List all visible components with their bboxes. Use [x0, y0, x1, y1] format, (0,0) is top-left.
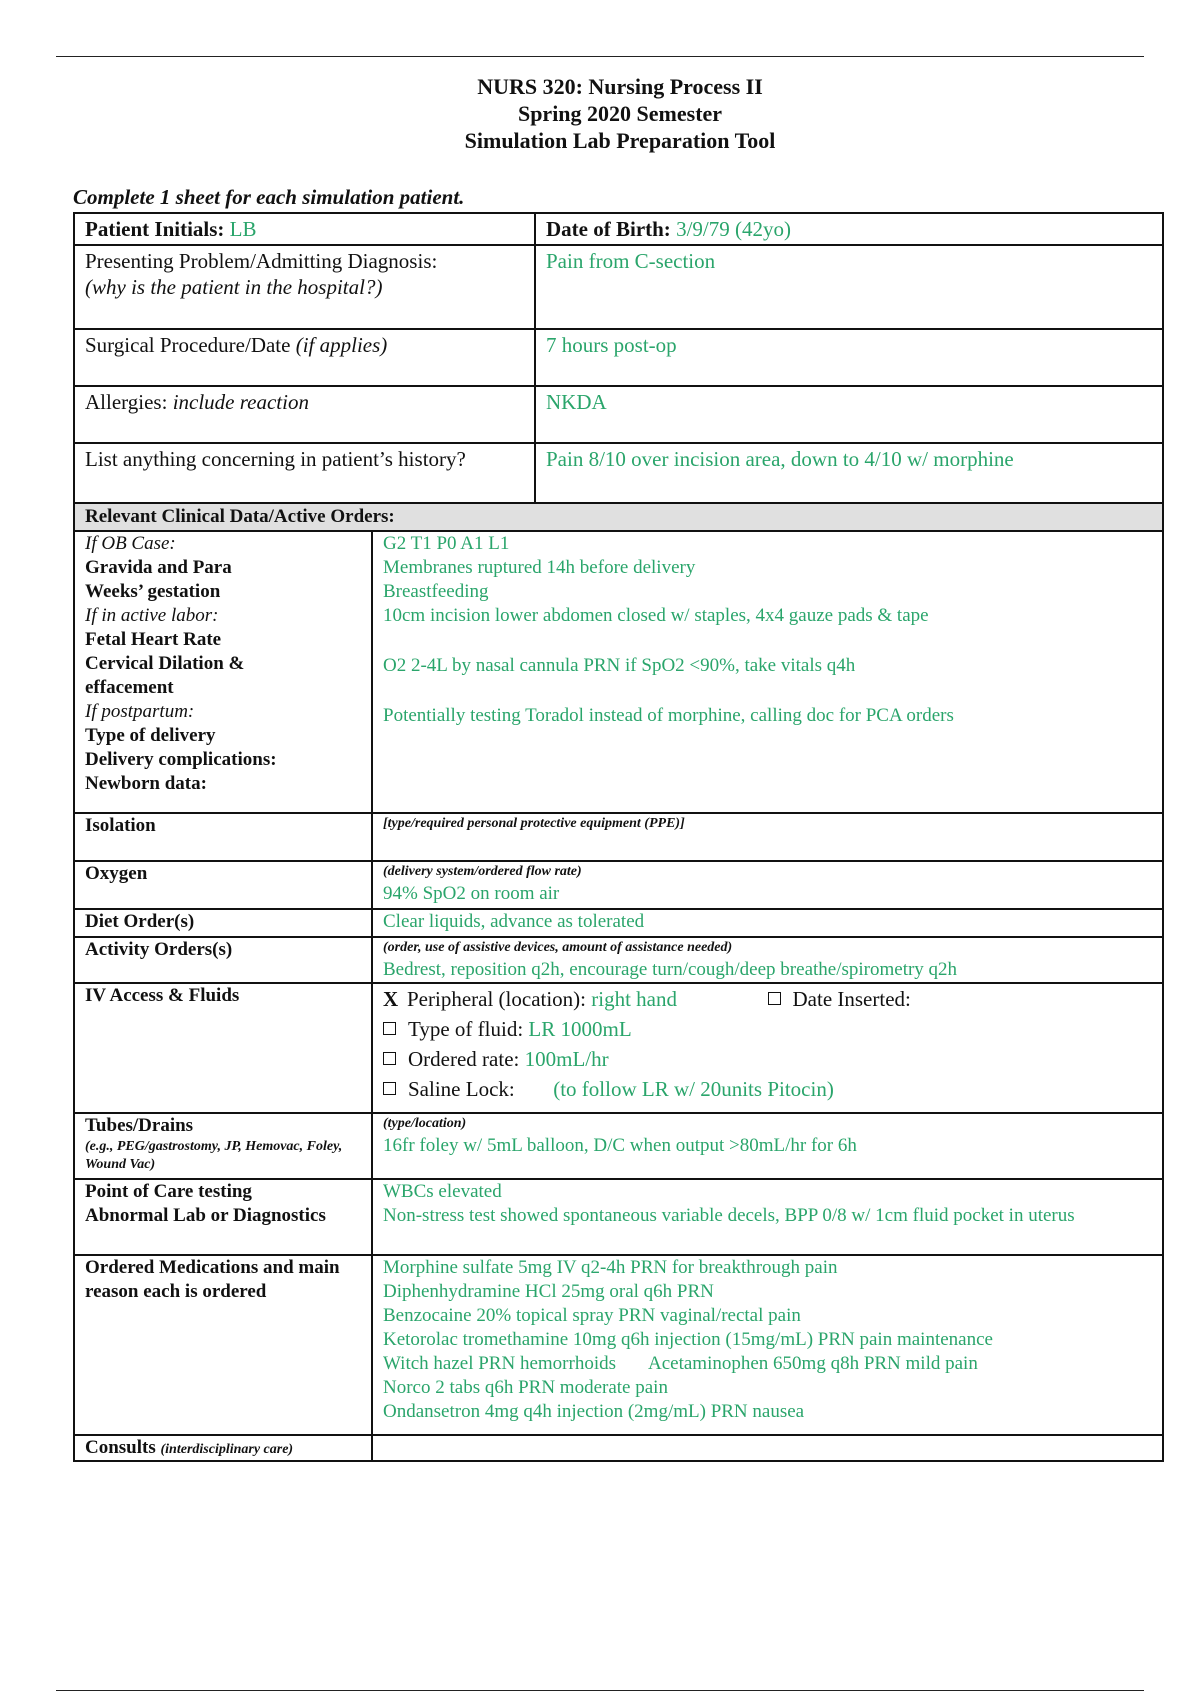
med-item[interactable]: Benzocaine 20% topical spray PRN vaginal/rectal pain	[383, 1305, 801, 1326]
allergies-value[interactable]: NKDA	[546, 390, 607, 414]
iv-row	[74, 983, 1163, 1113]
saline-label: Saline Lock:	[408, 1077, 515, 1101]
dob-value[interactable]: 3/9/79 (42yo)	[676, 217, 791, 241]
diet-value[interactable]: Clear liquids, advance as tolerated	[383, 911, 645, 932]
tubes-value-cell[interactable]	[372, 1113, 1163, 1179]
weeks-label: Weeks’ gestation	[85, 581, 221, 602]
history-value-cell[interactable]	[535, 443, 1163, 505]
allergies-hint: include reaction	[172, 390, 309, 414]
date-inserted-checkbox[interactable]	[768, 992, 781, 1005]
oxygen-hint: (delivery system/ordered flow rate)	[383, 864, 582, 879]
activity-row	[74, 937, 1163, 983]
problem-value[interactable]: Pain from C-section	[546, 249, 716, 273]
problem-row	[74, 245, 1163, 329]
postpartum-label: If postpartum:	[85, 701, 195, 722]
history-label: List anything concerning in patient’s history?	[85, 447, 466, 471]
instruction: Complete 1 sheet for each simulation patient.	[73, 185, 465, 209]
isolation-row	[74, 813, 1163, 861]
clinical-heading-row	[74, 503, 1163, 531]
tubes-label-cell	[74, 1113, 372, 1179]
ob-case-label: If OB Case:	[85, 533, 176, 554]
activity-label: Activity Orders(s)	[85, 939, 233, 960]
activity-value-cell[interactable]	[372, 937, 1163, 983]
fluid-checkbox[interactable]	[383, 1022, 396, 1035]
delivery-comp-label: Delivery complications:	[85, 749, 277, 770]
oxygen-value[interactable]: 94% SpO2 on room air	[383, 883, 560, 904]
isolation-hint: [type/required personal protective equipment (PPE)]	[383, 816, 685, 831]
allergies-label: Allergies:	[85, 390, 168, 414]
dob-label: Date of Birth:	[546, 217, 671, 241]
activity-value[interactable]: Bedrest, reposition q2h, encourage turn/cough/deep breathe/spirometry q2h	[383, 959, 958, 980]
peripheral-value[interactable]: right hand	[591, 987, 677, 1011]
med-item[interactable]: Diphenhydramine HCl 25mg oral q6h PRN	[383, 1281, 714, 1302]
iv-label-cell	[74, 983, 372, 1113]
initials-cell	[74, 213, 535, 245]
isolation-label-cell	[74, 813, 372, 861]
activity-label-cell	[74, 937, 372, 983]
clinical-data-table	[73, 502, 1164, 1462]
history-label-cell	[74, 443, 535, 505]
meds-label: Ordered Medications and main reason each is ordered	[85, 1257, 340, 1302]
surgery-value-cell[interactable]	[535, 329, 1163, 386]
patient-info-table	[73, 212, 1164, 506]
iv-label: IV Access & Fluids	[85, 985, 240, 1006]
diet-value-cell[interactable]	[372, 909, 1163, 937]
med-item[interactable]: Acetaminophen 650mg q8h PRN mild pain	[648, 1353, 978, 1374]
surgery-hint: (if applies)	[295, 333, 388, 357]
diet-row	[74, 909, 1163, 937]
clinical-heading: Relevant Clinical Data/Active Orders:	[74, 503, 1163, 531]
activity-hint: (order, use of assistive devices, amount of assistance needed)	[383, 940, 733, 955]
surgery-label: Surgical Procedure/Date	[85, 333, 291, 357]
initials-label: Patient Initials:	[85, 217, 225, 241]
meds-row	[74, 1255, 1163, 1435]
course-title: NURS 320: Nursing Process II	[477, 74, 763, 99]
tubes-label: Tubes/Drains	[85, 1115, 194, 1136]
tool-title: Simulation Lab Preparation Tool	[464, 128, 776, 153]
iv-fluid-line	[383, 1014, 1152, 1044]
med-item[interactable]: Norco 2 tabs q6h PRN moderate pain	[383, 1377, 668, 1398]
tubes-row	[74, 1113, 1163, 1179]
dob-cell	[535, 213, 1163, 245]
newborn-label: Newborn data:	[85, 773, 207, 794]
active-labor-label: If in active labor:	[85, 605, 219, 626]
semester-title: Spring 2020 Semester	[517, 101, 723, 126]
rate-label: Ordered rate:	[408, 1047, 520, 1071]
allergies-row	[74, 386, 1163, 443]
med-item[interactable]: Ondansetron 4mg q4h injection (2mg/mL) PRN nausea	[383, 1401, 805, 1422]
saline-checkbox[interactable]	[383, 1082, 396, 1095]
problem-hint: (why is the patient in the hospital?)	[85, 275, 383, 299]
abnormal-lab-label: Abnormal Lab or Diagnostics	[85, 1205, 326, 1226]
iv-peripheral-line	[383, 984, 1152, 1014]
diet-label-cell	[74, 909, 372, 937]
poc-label-cell	[74, 1179, 372, 1255]
med-item[interactable]: Ketorolac tromethamine 10mg q6h injection (15mg/mL) PRN pain maintenance	[383, 1329, 993, 1350]
rate-value[interactable]: 100mL/hr	[524, 1047, 609, 1071]
tubes-value[interactable]: 16fr foley w/ 5mL balloon, D/C when output >80mL/hr for 6h	[383, 1135, 857, 1156]
diet-label: Diet Order(s)	[85, 911, 195, 932]
cervical-label: Cervical Dilation &	[85, 653, 245, 674]
problem-label: Presenting Problem/Admitting Diagnosis:	[85, 249, 438, 273]
consults-row	[74, 1435, 1163, 1461]
tubes-examples: (e.g., PEG/gastrostomy, JP, Hemovac, Foley, Wound Vac)	[85, 1139, 343, 1172]
o2-order-value[interactable]: O2 2-4L by nasal cannula PRN if SpO2 <90%, take vitals q4h	[383, 655, 856, 676]
iv-saline-line	[383, 1074, 1152, 1104]
top-rule	[56, 56, 1144, 57]
meds-label-cell	[74, 1255, 372, 1435]
surgery-row	[74, 329, 1163, 386]
tubes-hint: (type/location)	[383, 1116, 467, 1131]
consults-label: Consults	[85, 1437, 156, 1458]
consults-hint: (interdisciplinary care)	[160, 1442, 294, 1457]
incision-value[interactable]: 10cm incision lower abdomen closed w/ staples, 4x4 gauze pads & tape	[383, 605, 929, 626]
isolation-value-cell[interactable]	[372, 813, 1163, 861]
consults-value-cell[interactable]	[372, 1435, 1163, 1461]
med-item[interactable]: Morphine sulfate 5mg IV q2-4h PRN for breakthrough pain	[383, 1257, 838, 1278]
history-row	[74, 443, 1163, 505]
initials-row	[74, 213, 1163, 245]
problem-value-cell[interactable]	[535, 245, 1163, 329]
poc-value-1[interactable]: WBCs elevated	[383, 1181, 502, 1202]
oxygen-value-cell[interactable]	[372, 861, 1163, 909]
peripheral-label: Peripheral (location):	[407, 987, 587, 1011]
gravida-label: Gravida and Para	[85, 557, 232, 578]
oxygen-label: Oxygen	[85, 863, 148, 884]
date-inserted-label: Date Inserted:	[792, 987, 911, 1011]
allergies-label-cell	[74, 386, 535, 443]
med-item[interactable]: Witch hazel PRN hemorrhoids	[383, 1353, 616, 1374]
oxygen-label-cell	[74, 861, 372, 909]
meds-value-cell[interactable]	[372, 1255, 1163, 1435]
gp-value[interactable]: G2 T1 P0 A1 L1	[383, 533, 510, 554]
ob-labels-cell	[74, 531, 372, 813]
problem-label-cell	[74, 245, 535, 329]
iv-value-cell	[372, 983, 1163, 1113]
poc-label: Point of Care testing	[85, 1181, 252, 1202]
allergies-value-cell[interactable]	[535, 386, 1163, 443]
breastfeeding-value[interactable]: Breastfeeding	[383, 581, 489, 602]
poc-value-2[interactable]: Non-stress test showed spontaneous variable decels, BPP 0/8 w/ 1cm fluid pocket in uterus	[383, 1205, 1075, 1226]
ob-row	[74, 531, 1163, 813]
surgery-value[interactable]: 7 hours post-op	[546, 333, 677, 357]
med-line-combined	[383, 1352, 1152, 1376]
poc-value-cell[interactable]	[372, 1179, 1163, 1255]
fluid-value[interactable]: LR 1000mL	[528, 1017, 632, 1041]
initials-value[interactable]: LB	[229, 217, 257, 241]
bottom-rule	[56, 1690, 1144, 1691]
effacement-label: effacement	[85, 677, 174, 698]
surgery-label-cell	[74, 329, 535, 386]
rate-checkbox[interactable]	[383, 1052, 396, 1065]
document-title	[0, 73, 1200, 154]
consults-label-cell	[74, 1435, 372, 1461]
poc-row	[74, 1179, 1163, 1255]
toradol-value[interactable]: Potentially testing Toradol instead of morphine, calling doc for PCA orders	[383, 705, 954, 726]
history-value[interactable]: Pain 8/10 over incision area, down to 4/10 w/ morphine	[546, 447, 1014, 471]
membranes-value[interactable]: Membranes ruptured 14h before delivery	[383, 557, 696, 578]
fluid-label: Type of fluid:	[408, 1017, 524, 1041]
isolation-label: Isolation	[85, 815, 156, 836]
peripheral-checkbox[interactable]: X	[383, 987, 399, 1011]
fhr-label: Fetal Heart Rate	[85, 629, 222, 650]
iv-rate-line	[383, 1044, 1152, 1074]
saline-value[interactable]: (to follow LR w/ 20units Pitocin)	[553, 1077, 834, 1101]
ob-values-cell[interactable]	[372, 531, 1163, 813]
oxygen-row	[74, 861, 1163, 909]
delivery-type-label: Type of delivery	[85, 725, 216, 746]
